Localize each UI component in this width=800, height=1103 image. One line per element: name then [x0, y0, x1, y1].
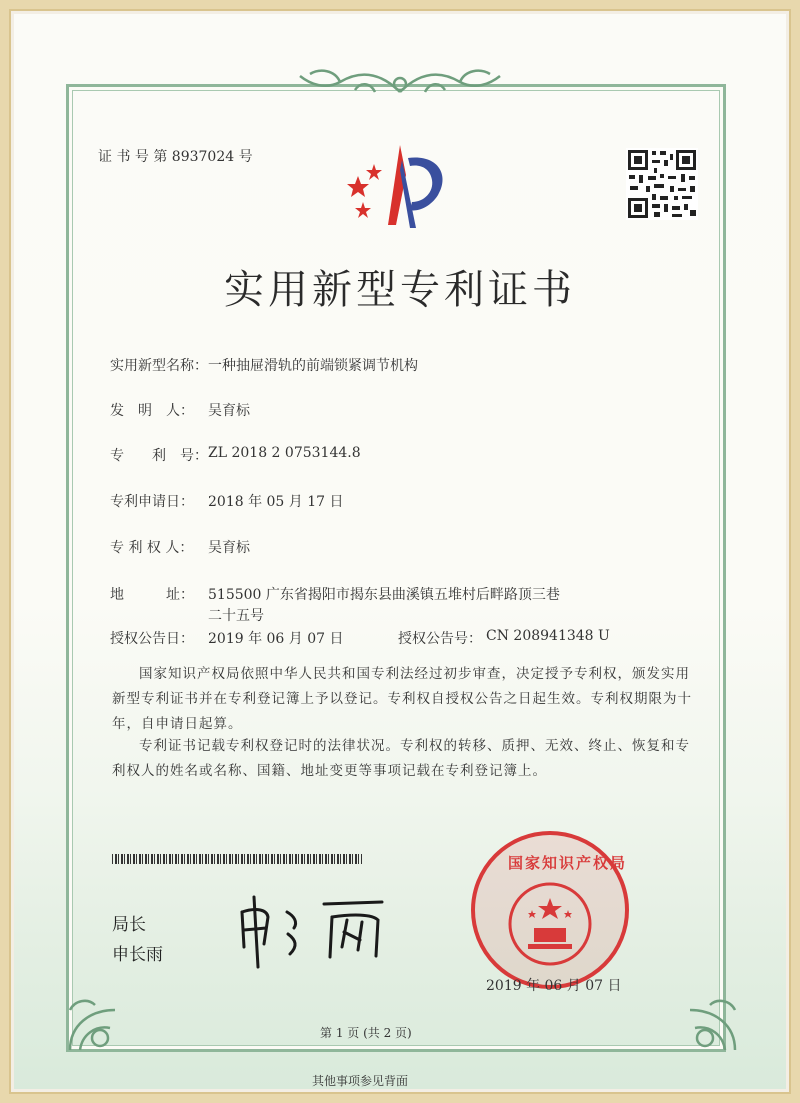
director-signature-icon — [232, 892, 402, 972]
inventor-value: 吴育标 — [208, 403, 250, 419]
inventor-label: 发 明 人： — [110, 403, 194, 419]
address-line-1: 515500 广东省揭阳市揭东县曲溪镇五堆村后畔路顶三巷 — [208, 587, 560, 603]
grant-date-label: 授权公告日： — [110, 631, 194, 647]
director-title: 局长 — [112, 915, 146, 935]
patent-number-value: ZL 2018 2 0753144.8 — [208, 445, 361, 461]
director-name: 申长雨 — [112, 945, 163, 965]
seal-date: 2019 年 06 月 07 日 — [486, 978, 622, 994]
patentee-value: 吴育标 — [208, 540, 250, 556]
top-ornament-icon — [280, 62, 520, 106]
name-label: 实用新型名称： — [110, 358, 208, 374]
filing-date-value: 2018 年 05 月 17 日 — [208, 494, 344, 510]
back-note: 其他事项参见背面 — [312, 1074, 409, 1088]
page-info: 第 1 页 (共 2 页) — [320, 1026, 412, 1040]
patent-office-logo-icon — [338, 140, 458, 235]
patent-number-label: 专 利 号： — [110, 448, 208, 464]
grant-number-value: CN 208941348 U — [486, 628, 610, 644]
bottom-left-ornament-icon — [60, 990, 140, 1060]
qr-code-icon — [626, 148, 698, 220]
seal-text: 国家知识产权局 — [508, 854, 628, 872]
barcode — [112, 854, 362, 864]
patentee-label: 专 利 权 人： — [110, 540, 194, 556]
address-line-2: 二十五号 — [208, 608, 264, 624]
bottom-right-ornament-icon — [665, 990, 745, 1060]
address-label: 地 址： — [110, 587, 194, 603]
name-value: 一种抽屉滑轨的前端锁紧调节机构 — [208, 358, 418, 374]
certificate-number: 证 书 号 第 8937024 号 — [98, 149, 253, 165]
grant-number-label: 授权公告号： — [398, 631, 482, 647]
certificate-title: 实用新型专利证书 — [224, 267, 576, 313]
grant-date-value: 2019 年 06 月 07 日 — [208, 631, 344, 647]
filing-date-label: 专利申请日： — [110, 494, 194, 510]
grant-statement-paragraph: 国家知识产权局依照中华人民共和国专利法经过初步审查，决定授予专利权，颁发实用新型专利证书并在专利登记簿上予以登记。专利权自授权公告之日起生效。专利权期限为十年，自申请日起算。 — [112, 666, 692, 732]
legal-status-paragraph: 专利证书记载专利权登记时的法律状况。专利权的转移、质押、无效、终止、恢复和专利权人的姓名或名称、国籍、地址变更等事项记载在专利登记簿上。 — [112, 738, 690, 779]
